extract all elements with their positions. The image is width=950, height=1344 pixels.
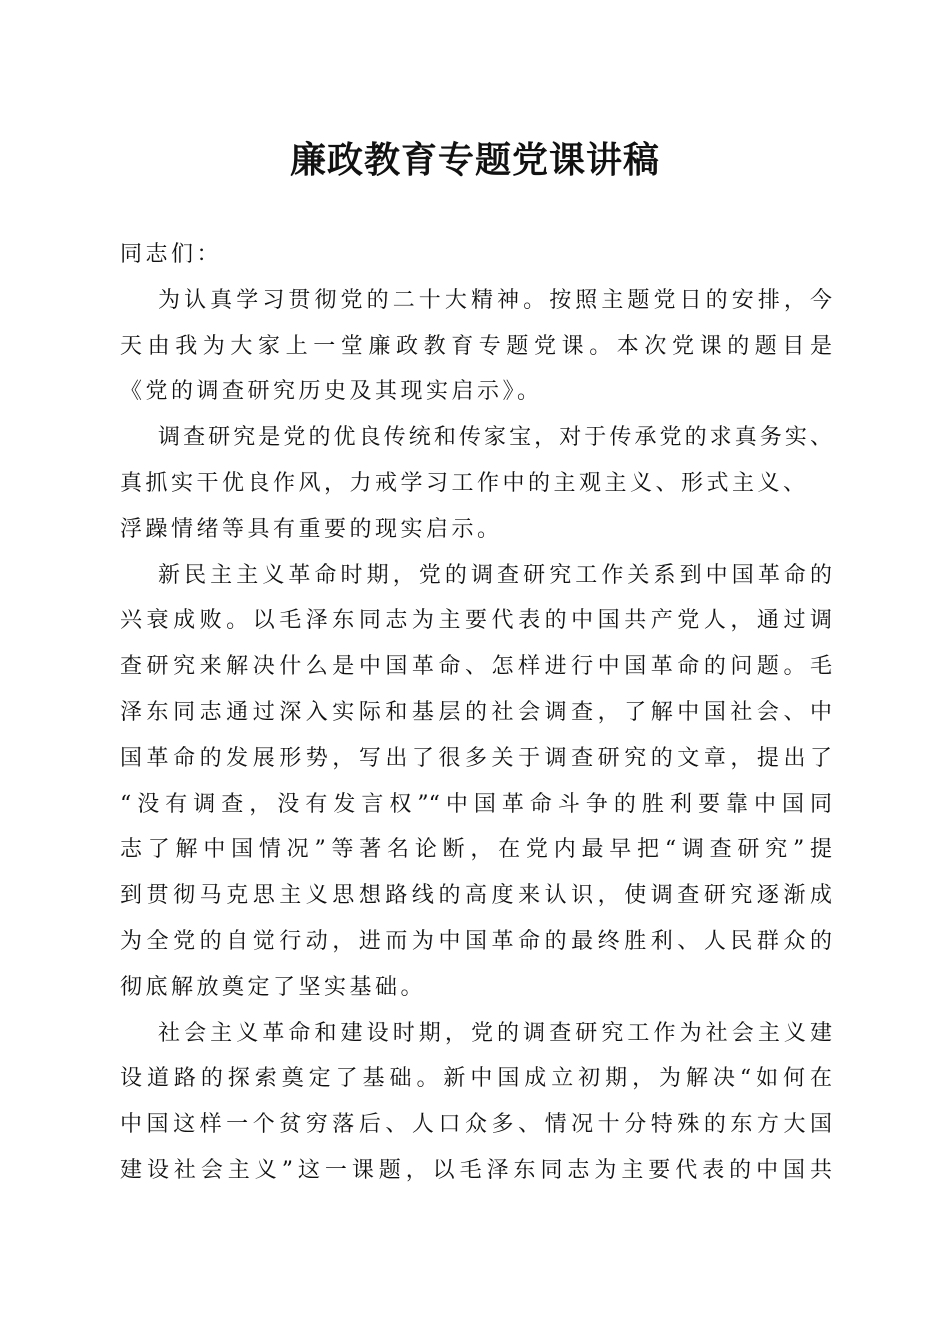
text-line: 志了解中国情况”等著名论断，在党内最早把“调查研究”提 [120, 837, 832, 863]
paragraph-3 [120, 553, 832, 1011]
text-line: 兴衰成败。以毛泽东同志为主要代表的中国共产党人，通过调 [120, 608, 832, 634]
document-body [120, 232, 832, 1194]
text-line: 设道路的探索奠定了基础。新中国成立初期，为解决“如何在 [120, 1066, 832, 1092]
text-line: 真抓实干优良作风，力戒学习工作中的主观主义、形式主义、 [120, 470, 809, 496]
text-line: 国革命的发展形势，写出了很多关于调查研究的文章，提出了 [120, 745, 832, 771]
text-line: 泽东同志通过深入实际和基层的社会调查，了解中国社会、中 [120, 699, 832, 725]
text-line: 为全党的自觉行动，进而为中国革命的最终胜利、人民群众的 [120, 928, 832, 954]
text-line: 新民主主义革命时期，党的调查研究工作关系到中国革命的 [158, 562, 832, 588]
text-line: 到贯彻马克思主义思想路线的高度来认识，使调查研究逐渐成 [120, 883, 832, 909]
page-title: 廉政教育专题党课讲稿 [289, 139, 660, 181]
text-line: 《党的调查研究历史及其现实启示》。 [120, 379, 543, 405]
text-line: 为认真学习贯彻党的二十大精神。按照主题党日的安排，今 [158, 287, 832, 313]
text-line: 社会主义革命和建设时期，党的调查研究工作为社会主义建 [158, 1020, 832, 1046]
paragraph-1 [120, 278, 832, 415]
text-line: 彻底解放奠定了坚实基础。 [120, 974, 427, 1000]
text-line: 中国这样一个贫穷落后、人口众多、情况十分特殊的东方大国 [120, 1112, 832, 1138]
paragraph-2 [120, 415, 832, 552]
text-line: 天由我为大家上一堂廉政教育专题党课。本次党课的题目是 [120, 333, 832, 359]
text-line: 浮躁情绪等具有重要的现实启示。 [120, 516, 503, 542]
text-line: 调查研究是党的优良传统和传家宝，对于传承党的求真务实、 [158, 425, 832, 451]
paragraph-4 [120, 1011, 832, 1194]
text-line: 建设社会主义”这一课题，以毛泽东同志为主要代表的中国共 [120, 1157, 832, 1183]
text-line: 查研究来解决什么是中国革命、怎样进行中国革命的问题。毛 [120, 654, 832, 680]
greeting: 同志们： [120, 242, 223, 267]
text-line: “没有调查，没有发言权”“中国革命斗争的胜利要靠中国同 [120, 791, 832, 817]
